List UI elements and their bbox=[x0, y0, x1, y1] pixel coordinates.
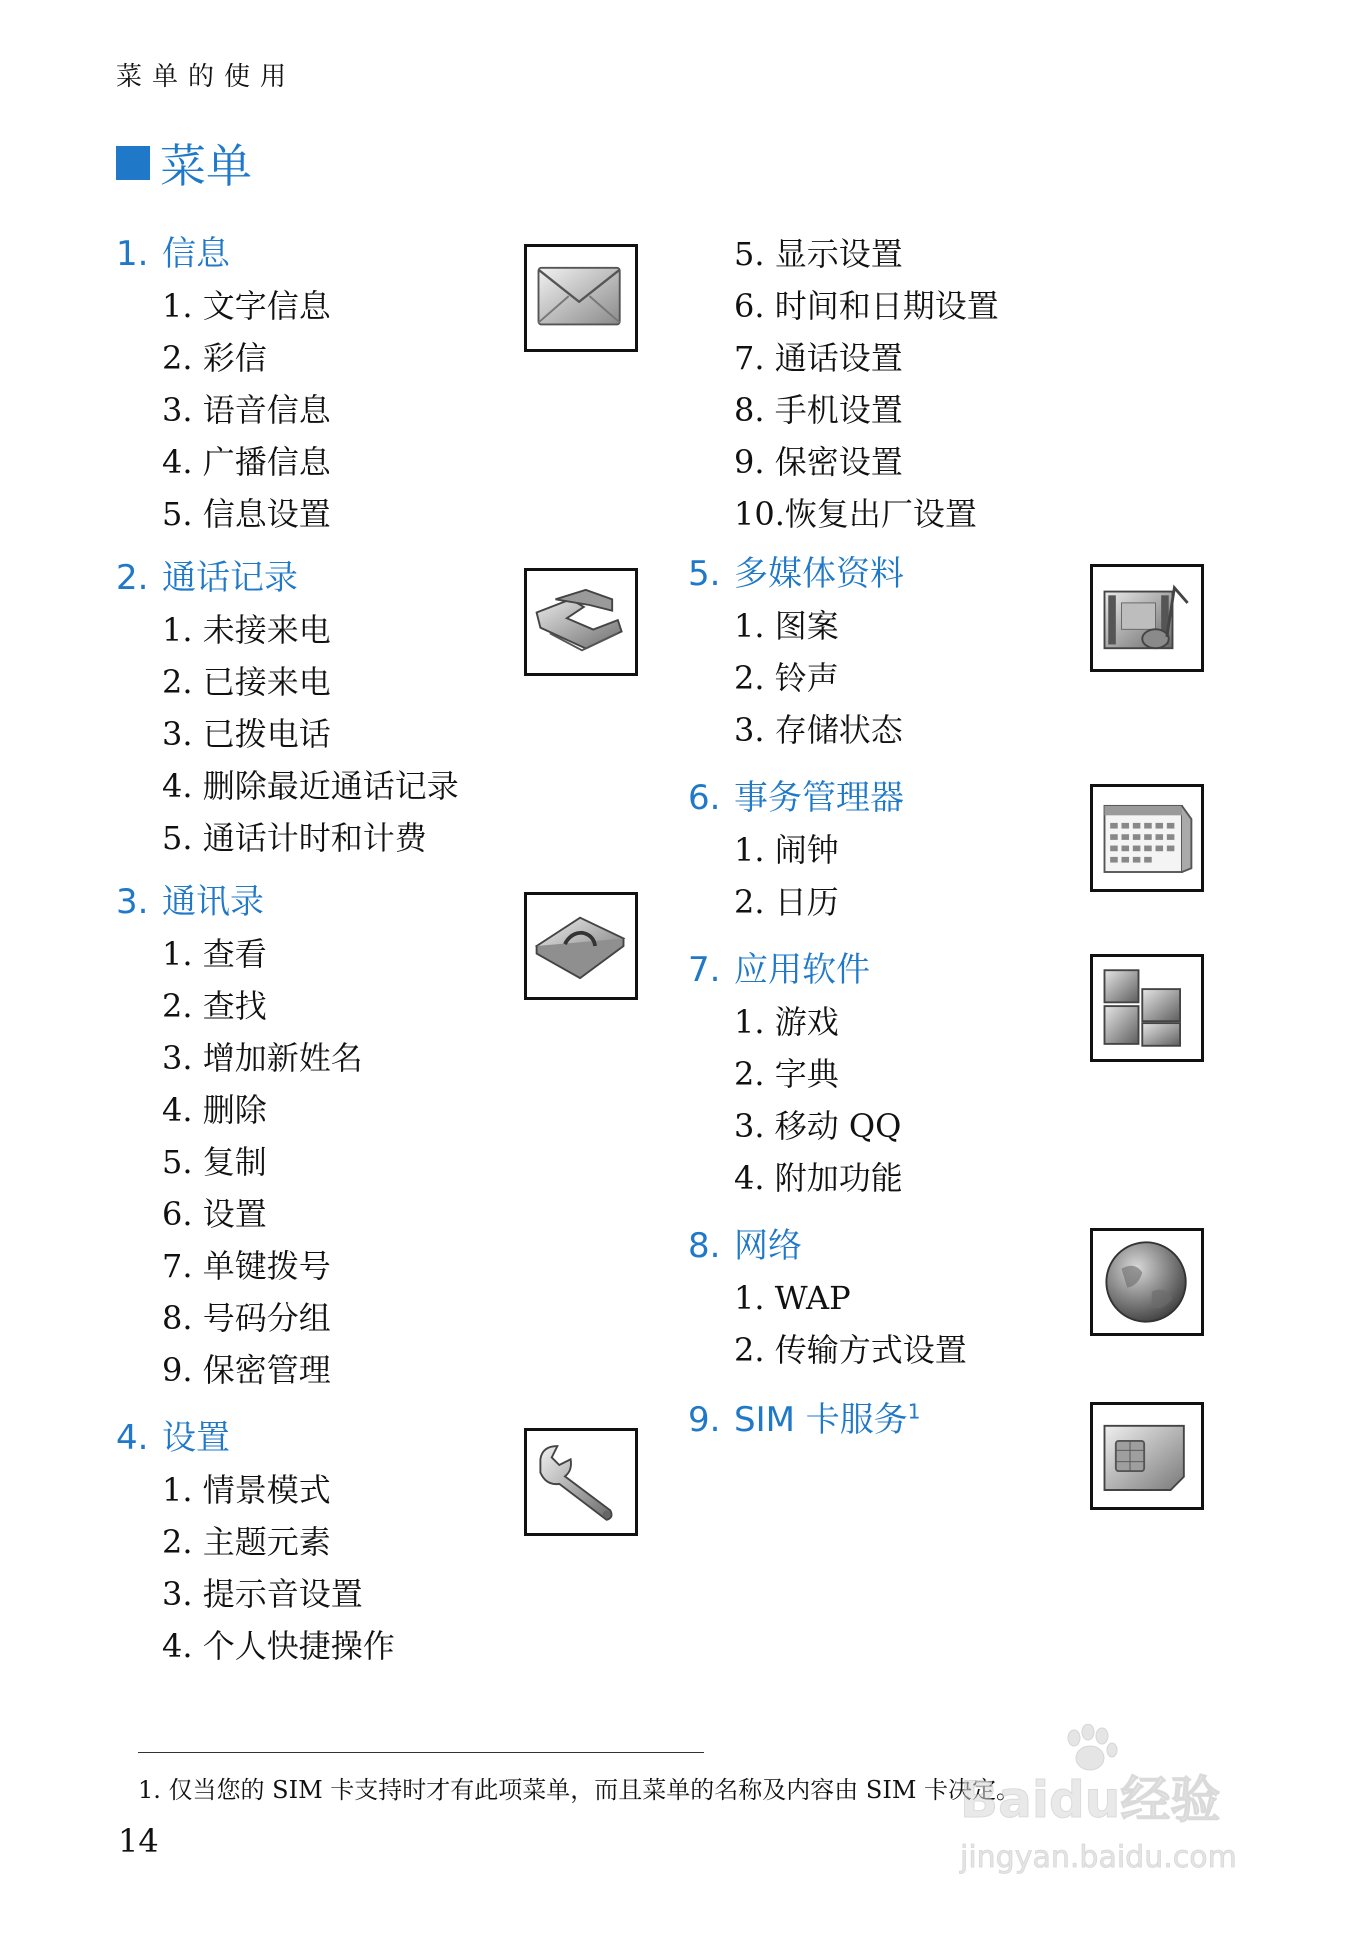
menu-item: 1. 闹钟 bbox=[734, 831, 839, 869]
menu-item: 9. 保密管理 bbox=[162, 1351, 331, 1389]
menu-item: 5. 显示设置 bbox=[734, 235, 903, 273]
call-log-icon bbox=[524, 568, 638, 676]
page-title bbox=[116, 130, 252, 196]
menu-item: 1. 未接来电 bbox=[162, 611, 331, 649]
menu-item: 6. 设置 bbox=[162, 1195, 267, 1233]
menu-item: 1. 游戏 bbox=[734, 1003, 839, 1041]
wrench-icon bbox=[524, 1428, 638, 1536]
section-heading: 2. 通话记录 bbox=[116, 558, 298, 598]
menu-item: 10.恢复出厂设置 bbox=[734, 495, 977, 533]
title-square-icon bbox=[116, 146, 150, 180]
globe-icon bbox=[1090, 1228, 1204, 1336]
watermark-logo: Baidu经验 bbox=[960, 1771, 1221, 1829]
section-heading: 4. 设置 bbox=[116, 1418, 230, 1458]
menu-section-media bbox=[688, 548, 904, 756]
menu-item: 1. 情景模式 bbox=[162, 1471, 331, 1509]
menu-item: 6. 时间和日期设置 bbox=[734, 287, 999, 325]
page-title-text: 菜单 bbox=[160, 139, 252, 193]
menu-item: 4. 删除最近通话记录 bbox=[162, 767, 459, 805]
menu-item: 3. 提示音设置 bbox=[162, 1575, 363, 1613]
menu-item: 1. 文字信息 bbox=[162, 287, 331, 325]
menu-section-network bbox=[688, 1220, 967, 1376]
section-heading: 7. 应用软件 bbox=[688, 950, 870, 990]
menu-section-sim-services bbox=[688, 1394, 921, 1446]
menu-section-organizer bbox=[688, 772, 904, 928]
menu-item: 2. 日历 bbox=[734, 883, 839, 921]
footnote: 1. 仅当您的 SIM 卡支持时才有此项菜单，而且菜单的名称及内容由 SIM 卡决定。 bbox=[138, 1776, 1021, 1804]
menu-item: 4. 删除 bbox=[162, 1091, 267, 1129]
menu-item: 4. 附加功能 bbox=[734, 1159, 903, 1197]
menu-section-settings-continued bbox=[688, 228, 999, 540]
menu-section-messages bbox=[116, 228, 331, 540]
menu-item: 1. WAP bbox=[734, 1279, 851, 1317]
section-heading: 1. 信息 bbox=[116, 234, 230, 274]
menu-item: 5. 信息设置 bbox=[162, 495, 331, 533]
menu-section-settings bbox=[116, 1412, 395, 1672]
menu-section-phonebook bbox=[116, 876, 363, 1396]
menu-item: 5. 通话计时和计费 bbox=[162, 819, 427, 857]
menu-section-applications bbox=[688, 944, 903, 1204]
section-heading: 3. 通讯录 bbox=[116, 882, 264, 922]
menu-item: 2. 查找 bbox=[162, 987, 267, 1025]
menu-item: 2. 传输方式设置 bbox=[734, 1331, 967, 1369]
section-heading: 8. 网络 bbox=[688, 1226, 802, 1266]
menu-item: 3. 已拨电话 bbox=[162, 715, 331, 753]
menu-item: 4. 个人快捷操作 bbox=[162, 1627, 395, 1665]
menu-item: 3. 存储状态 bbox=[734, 711, 903, 749]
envelope-icon bbox=[524, 244, 638, 352]
menu-item: 2. 彩信 bbox=[162, 339, 267, 377]
page-number: 14 bbox=[118, 1822, 159, 1860]
phonebook-icon bbox=[524, 892, 638, 1000]
menu-item: 1. 图案 bbox=[734, 607, 839, 645]
menu-item: 7. 单键拨号 bbox=[162, 1247, 331, 1285]
footnote-divider bbox=[138, 1752, 704, 1753]
cubes-icon bbox=[1090, 954, 1204, 1062]
menu-item: 2. 铃声 bbox=[734, 659, 839, 697]
menu-item: 3. 增加新姓名 bbox=[162, 1039, 363, 1077]
menu-item: 2. 已接来电 bbox=[162, 663, 331, 701]
media-icon bbox=[1090, 564, 1204, 672]
menu-item: 3. 移动 QQ bbox=[734, 1107, 902, 1145]
page-header: 菜单的使用 bbox=[116, 62, 297, 92]
menu-item: 4. 广播信息 bbox=[162, 443, 331, 481]
sim-card-icon bbox=[1090, 1402, 1204, 1510]
section-heading: 6. 事务管理器 bbox=[688, 778, 904, 818]
menu-item: 2. 字典 bbox=[734, 1055, 839, 1093]
section-heading: 5. 多媒体资料 bbox=[688, 554, 904, 594]
baidu-watermark bbox=[960, 1730, 1280, 1880]
watermark-url: jingyan.baidu.com bbox=[960, 1840, 1237, 1875]
menu-item: 3. 语音信息 bbox=[162, 391, 331, 429]
menu-item: 8. 号码分组 bbox=[162, 1299, 331, 1337]
section-heading: 9. SIM 卡服务$^1$ bbox=[688, 1399, 921, 1440]
menu-section-call-log bbox=[116, 552, 459, 864]
menu-item: 2. 主题元素 bbox=[162, 1523, 331, 1561]
menu-item: 8. 手机设置 bbox=[734, 391, 903, 429]
footnote-marker: 1 bbox=[907, 1399, 921, 1424]
menu-item: 1. 查看 bbox=[162, 935, 267, 973]
menu-item: 5. 复制 bbox=[162, 1143, 267, 1181]
menu-item: 9. 保密设置 bbox=[734, 443, 903, 481]
calendar-icon bbox=[1090, 784, 1204, 892]
menu-item: 7. 通话设置 bbox=[734, 339, 903, 377]
